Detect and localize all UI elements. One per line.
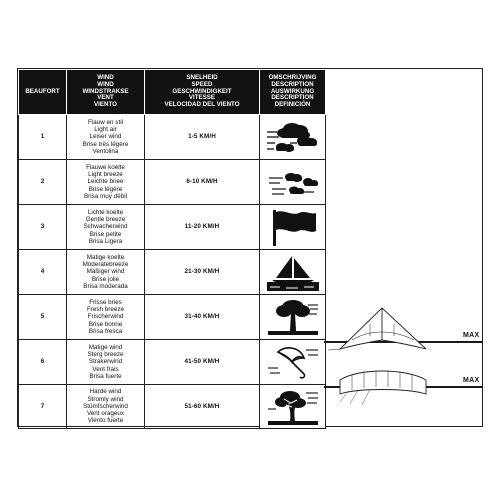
wind-speed: 41-50 KM/H	[145, 340, 260, 385]
max-label-bottom: MAX	[463, 377, 480, 384]
wind-names: Matige koelte Moderatebreeze Mäßiger wind Brise jolie Brisa moderada	[67, 250, 145, 295]
wind-speed: 31-40 KM/H	[145, 295, 260, 340]
table-row	[19, 160, 326, 205]
beaufort-level: 5	[19, 295, 67, 340]
beaufort-level: 3	[19, 205, 67, 250]
beaufort-level: 6	[19, 340, 67, 385]
small-clouds-icon	[264, 163, 322, 201]
table-row	[19, 205, 326, 250]
beaufort-table	[18, 69, 326, 429]
max-label-top: MAX	[463, 332, 480, 339]
table-row	[19, 295, 326, 340]
wind-names: Flauw en stil Light air Leiser wind Brise très légère Ventolina	[67, 115, 145, 160]
beaufort-level: 2	[19, 160, 67, 205]
wind-speed: 1-5 KM/H	[145, 115, 260, 160]
beaufort-level: 1	[19, 115, 67, 160]
parafoil-kite-icon	[340, 371, 426, 405]
header-wind: WIND WIND WINDSTRAKSE VENT VIENTO	[67, 70, 145, 115]
wind-speed: 11-20 KM/H	[145, 205, 260, 250]
table-row	[19, 250, 326, 295]
table-row	[19, 340, 326, 385]
clouds-icon	[264, 118, 322, 156]
header-beaufort: BEAUFORT	[19, 70, 67, 115]
table-row	[19, 385, 326, 429]
header-speed: SNELHEID SPEED GESCHWINDIGKEIT VITESSE VELOCIDAD DEL VIENTO	[145, 70, 260, 115]
wind-names: Flauwe koelte Light breeze Leichte briee Brise légère Brisa muy débil	[67, 160, 145, 205]
wind-names: Frisse bries Fresh breeze Frischerwind Brise bonne Brisa fresca	[67, 295, 145, 340]
table-row	[19, 115, 326, 160]
header-description: OMSCHRIJVING DESCRIPTION AUSWIRKUNG DESCRIPTION DEFINICIÓN	[260, 70, 326, 115]
wind-names: Harde wind Stromly wind Stümfscherwind Vent orageux Viento fuerte	[67, 385, 145, 429]
wind-speed: 51-60 KM/H	[145, 385, 260, 429]
wind-names: Lichte koelte Gentle breeze Schwacherwind Brise petite Brisa Ligera	[67, 205, 145, 250]
wind-speed: 6-10 KM/H	[145, 160, 260, 205]
wind-speed: 21-30 KM/H	[145, 250, 260, 295]
kites-illustration	[300, 232, 490, 422]
beaufort-level: 7	[19, 385, 67, 429]
beaufort-level: 4	[19, 250, 67, 295]
delta-kite-icon	[328, 308, 426, 350]
table-header-row	[19, 70, 326, 115]
wind-names: Matige wind Sterg breeze Strakerwind Vent frais Brisa fuerte	[67, 340, 145, 385]
